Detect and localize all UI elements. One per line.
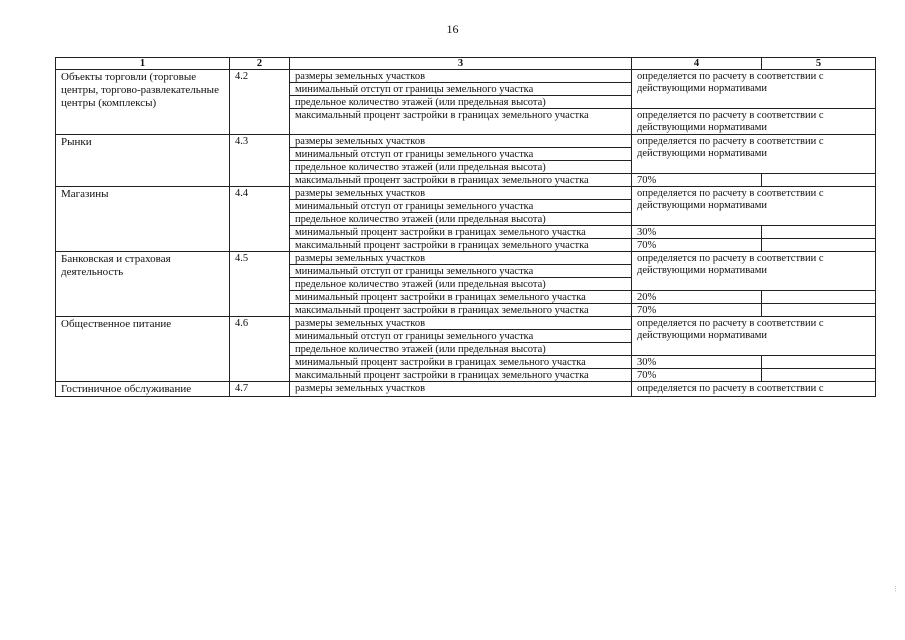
- object-type: Магазины: [56, 187, 230, 252]
- param-label: минимальный отступ от границы земельного участка: [290, 200, 632, 213]
- object-code: 4.2: [230, 70, 290, 135]
- param-value: 70%: [632, 304, 762, 317]
- object-type: Объекты торговли (торговые центры, торгово-развлекательные центры (комплексы): [56, 70, 230, 135]
- land-use-table: [55, 57, 876, 397]
- col-header-5: 5: [762, 58, 876, 70]
- param-value: определяется по расчету в соответствии с действующими нормативами: [632, 187, 876, 226]
- table-row: [56, 135, 876, 148]
- param-label: минимальный отступ от границы земельного участка: [290, 330, 632, 343]
- param-label: минимальный процент застройки в границах земельного участка: [290, 356, 632, 369]
- param-value: 30%: [632, 356, 762, 369]
- param-label: размеры земельных участков: [290, 382, 632, 397]
- table-row: [56, 187, 876, 200]
- empty-cell: [762, 356, 876, 369]
- param-label: предельное количество этажей (или предельная высота): [290, 161, 632, 174]
- param-label: предельное количество этажей (или предельная высота): [290, 343, 632, 356]
- object-type: Общественное питание: [56, 317, 230, 382]
- empty-cell: [762, 239, 876, 252]
- table-row: [56, 317, 876, 330]
- object-type: Банковская и страховая деятельность: [56, 252, 230, 317]
- param-label: максимальный процент застройки в границах земельного участка: [290, 174, 632, 187]
- object-code: 4.4: [230, 187, 290, 252]
- param-label: размеры земельных участков: [290, 317, 632, 330]
- empty-cell: [762, 304, 876, 317]
- col-header-4: 4: [632, 58, 762, 70]
- param-value: 30%: [632, 226, 762, 239]
- header-row: [56, 58, 876, 70]
- col-header-2: 2: [230, 58, 290, 70]
- param-label: минимальный процент застройки в границах земельного участка: [290, 291, 632, 304]
- empty-cell: [762, 291, 876, 304]
- param-value: определяется по расчету в соответствии с действующими нормативами: [632, 135, 876, 174]
- param-label: размеры земельных участков: [290, 70, 632, 83]
- param-label: максимальный процент застройки в границах земельного участка: [290, 369, 632, 382]
- table-row: [56, 252, 876, 265]
- table-row: [56, 70, 876, 83]
- param-label: предельное количество этажей (или предельная высота): [290, 278, 632, 291]
- param-label: размеры земельных участков: [290, 187, 632, 200]
- object-code: 4.6: [230, 317, 290, 382]
- param-label: минимальный отступ от границы земельного участка: [290, 265, 632, 278]
- empty-cell: [762, 369, 876, 382]
- object-code: 4.5: [230, 252, 290, 317]
- empty-cell: [762, 226, 876, 239]
- param-label: предельное количество этажей (или предельная высота): [290, 96, 632, 109]
- param-label: размеры земельных участков: [290, 252, 632, 265]
- param-value: 70%: [632, 369, 762, 382]
- col-header-1: 1: [56, 58, 230, 70]
- col-header-3: 3: [290, 58, 632, 70]
- param-label: максимальный процент застройки в границах земельного участка: [290, 109, 632, 135]
- param-label: минимальный отступ от границы земельного участка: [290, 148, 632, 161]
- object-code: 4.3: [230, 135, 290, 187]
- param-label: размеры земельных участков: [290, 135, 632, 148]
- object-type: Гостиничное обслуживание: [56, 382, 230, 397]
- param-value: определяется по расчету в соответствии с действующими нормативами: [632, 252, 876, 291]
- param-label: предельное количество этажей (или предельная высота): [290, 213, 632, 226]
- object-type: Рынки: [56, 135, 230, 187]
- scan-artifact: ⋮: [892, 585, 899, 593]
- param-label: минимальный отступ от границы земельного участка: [290, 83, 632, 96]
- param-value: определяется по расчету в соответствии с действующими нормативами: [632, 317, 876, 356]
- param-label: максимальный процент застройки в границах земельного участка: [290, 304, 632, 317]
- page-number: 16: [446, 22, 459, 36]
- param-label: минимальный процент застройки в границах земельного участка: [290, 226, 632, 239]
- param-label: максимальный процент застройки в границах земельного участка: [290, 239, 632, 252]
- param-value: определяется по расчету в соответствии с действующими нормативами: [632, 70, 876, 109]
- param-value: 70%: [632, 239, 762, 252]
- param-value: определяется по расчету в соответствии с действующими нормативами: [632, 109, 876, 135]
- table-row: [56, 382, 876, 397]
- param-value: 20%: [632, 291, 762, 304]
- param-value: 70%: [632, 174, 762, 187]
- object-code: 4.7: [230, 382, 290, 397]
- empty-cell: [762, 174, 876, 187]
- param-value: определяется по расчету в соответствии с: [632, 382, 876, 397]
